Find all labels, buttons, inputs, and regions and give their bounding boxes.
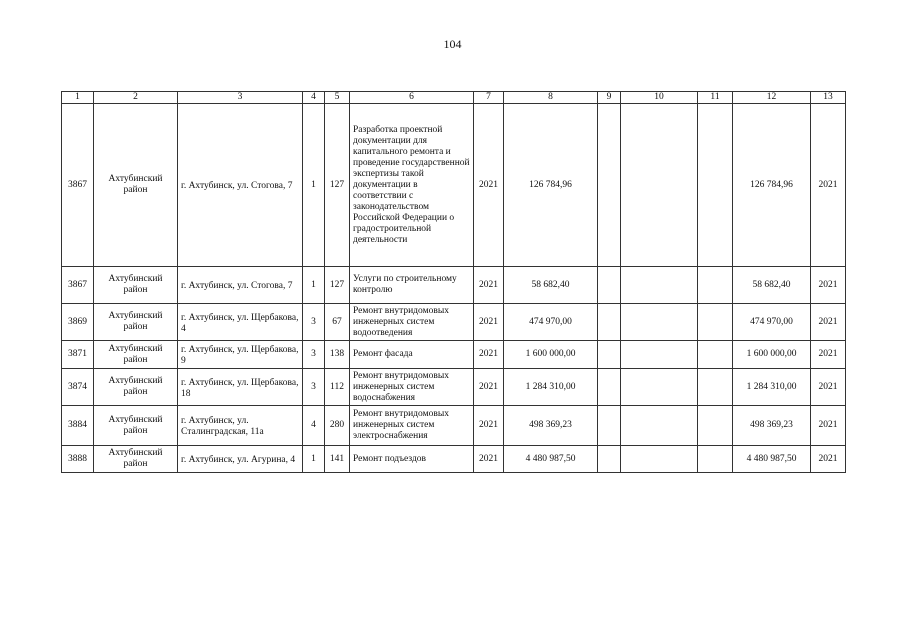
cell-work-type: Ремонт подъездов <box>350 446 474 473</box>
cell-col9 <box>598 369 621 406</box>
cell-col11 <box>698 369 733 406</box>
column-number: 1 <box>62 92 94 104</box>
cell-amount-total: 126 784,96 <box>733 104 811 267</box>
cell-col10 <box>621 446 698 473</box>
cell-id: 3871 <box>62 341 94 369</box>
cell-col9 <box>598 267 621 304</box>
cell-col11 <box>698 446 733 473</box>
cell-amount: 4 480 987,50 <box>504 446 598 473</box>
column-number: 9 <box>598 92 621 104</box>
cell-completion-year: 2021 <box>811 304 846 341</box>
cell-amount-total: 4 480 987,50 <box>733 446 811 473</box>
cell-district: Ахтубинский район <box>94 341 178 369</box>
table-row <box>62 104 846 267</box>
cell-id: 3867 <box>62 104 94 267</box>
column-number: 2 <box>94 92 178 104</box>
column-number: 5 <box>325 92 350 104</box>
cell-col5: 127 <box>325 104 350 267</box>
cell-address: г. Ахтубинск, ул. Агурина, 4 <box>178 446 303 473</box>
cell-district: Ахтубинский район <box>94 104 178 267</box>
cell-completion-year: 2021 <box>811 369 846 406</box>
cell-year: 2021 <box>474 369 504 406</box>
cell-work-type: Услуги по строительному контролю <box>350 267 474 304</box>
cell-year: 2021 <box>474 341 504 369</box>
cell-id: 3888 <box>62 446 94 473</box>
cell-col4: 1 <box>303 267 325 304</box>
cell-amount: 126 784,96 <box>504 104 598 267</box>
cell-col10 <box>621 104 698 267</box>
column-number: 6 <box>350 92 474 104</box>
table-row <box>62 406 846 446</box>
cell-col10 <box>621 406 698 446</box>
cell-year: 2021 <box>474 267 504 304</box>
cell-work-type: Ремонт внутридомовых инженерных систем водоснабжения <box>350 369 474 406</box>
column-number: 3 <box>178 92 303 104</box>
cell-district: Ахтубинский район <box>94 406 178 446</box>
cell-district: Ахтубинский район <box>94 304 178 341</box>
cell-col9 <box>598 104 621 267</box>
cell-id: 3874 <box>62 369 94 406</box>
cell-completion-year: 2021 <box>811 406 846 446</box>
cell-col5: 127 <box>325 267 350 304</box>
cell-col5: 112 <box>325 369 350 406</box>
cell-col5: 67 <box>325 304 350 341</box>
cell-amount: 1 284 310,00 <box>504 369 598 406</box>
cell-amount-total: 498 369,23 <box>733 406 811 446</box>
cell-id: 3884 <box>62 406 94 446</box>
cell-work-type: Ремонт внутридомовых инженерных систем электроснабжения <box>350 406 474 446</box>
cell-col4: 1 <box>303 104 325 267</box>
cell-amount-total: 474 970,00 <box>733 304 811 341</box>
cell-col5: 138 <box>325 341 350 369</box>
cell-col10 <box>621 341 698 369</box>
cell-address: г. Ахтубинск, ул. Щербакова, 18 <box>178 369 303 406</box>
cell-col10 <box>621 304 698 341</box>
cell-col11 <box>698 406 733 446</box>
cell-year: 2021 <box>474 446 504 473</box>
cell-address: г. Ахтубинск, ул. Стогова, 7 <box>178 104 303 267</box>
table-row <box>62 267 846 304</box>
cell-col9 <box>598 304 621 341</box>
cell-col5: 280 <box>325 406 350 446</box>
cell-work-type: Ремонт фасада <box>350 341 474 369</box>
cell-address: г. Ахтубинск, ул. Сталинградская, 11а <box>178 406 303 446</box>
cell-col4: 3 <box>303 369 325 406</box>
cell-id: 3869 <box>62 304 94 341</box>
cell-col10 <box>621 369 698 406</box>
cell-amount: 498 369,23 <box>504 406 598 446</box>
cell-col4: 3 <box>303 341 325 369</box>
cell-year: 2021 <box>474 406 504 446</box>
table-row <box>62 446 846 473</box>
cell-col9 <box>598 446 621 473</box>
cell-amount: 474 970,00 <box>504 304 598 341</box>
column-number: 8 <box>504 92 598 104</box>
cell-completion-year: 2021 <box>811 446 846 473</box>
cell-col9 <box>598 406 621 446</box>
cell-district: Ахтубинский район <box>94 369 178 406</box>
cell-col10 <box>621 267 698 304</box>
cell-col5: 141 <box>325 446 350 473</box>
cell-col4: 1 <box>303 446 325 473</box>
column-number: 10 <box>621 92 698 104</box>
column-number: 11 <box>698 92 733 104</box>
cell-year: 2021 <box>474 104 504 267</box>
table-row <box>62 304 846 341</box>
table-row <box>62 369 846 406</box>
cell-district: Ахтубинский район <box>94 267 178 304</box>
cell-completion-year: 2021 <box>811 267 846 304</box>
cell-col11 <box>698 341 733 369</box>
cell-work-type: Разработка проектной документации для капитального ремонта и проведение государственной экспертизы такой документации в соответствии с законодательством Российской Федерации о градостроительной деятельности <box>350 104 474 267</box>
cell-year: 2021 <box>474 304 504 341</box>
cell-col11 <box>698 304 733 341</box>
cell-amount-total: 58 682,40 <box>733 267 811 304</box>
cell-address: г. Ахтубинск, ул. Щербакова, 4 <box>178 304 303 341</box>
cell-amount: 58 682,40 <box>504 267 598 304</box>
cell-district: Ахтубинский район <box>94 446 178 473</box>
work-plan-table <box>61 91 846 473</box>
cell-amount-total: 1 600 000,00 <box>733 341 811 369</box>
cell-col9 <box>598 341 621 369</box>
column-number: 7 <box>474 92 504 104</box>
cell-work-type: Ремонт внутридомовых инженерных систем водоотведения <box>350 304 474 341</box>
cell-amount-total: 1 284 310,00 <box>733 369 811 406</box>
cell-completion-year: 2021 <box>811 341 846 369</box>
cell-id: 3867 <box>62 267 94 304</box>
column-number: 4 <box>303 92 325 104</box>
column-number-row <box>62 92 846 104</box>
page-number: 104 <box>443 37 462 51</box>
cell-col11 <box>698 267 733 304</box>
cell-address: г. Ахтубинск, ул. Стогова, 7 <box>178 267 303 304</box>
column-number: 12 <box>733 92 811 104</box>
table-row <box>62 341 846 369</box>
cell-completion-year: 2021 <box>811 104 846 267</box>
cell-amount: 1 600 000,00 <box>504 341 598 369</box>
column-number: 13 <box>811 92 846 104</box>
cell-col4: 4 <box>303 406 325 446</box>
cell-col11 <box>698 104 733 267</box>
cell-col4: 3 <box>303 304 325 341</box>
cell-address: г. Ахтубинск, ул. Щербакова, 9 <box>178 341 303 369</box>
